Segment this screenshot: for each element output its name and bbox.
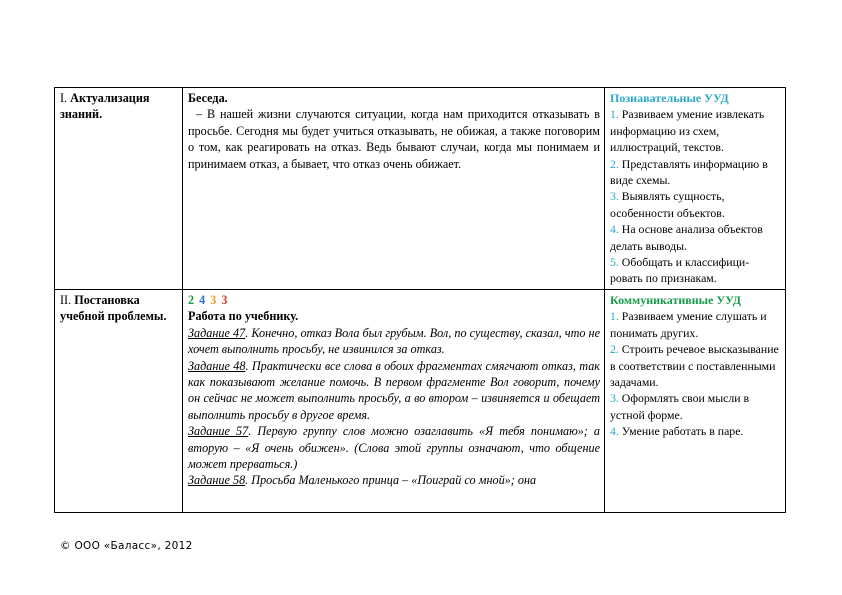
uud-item: 1. Развиваем умение извлекать информацию из схем, иллюстраций, текстов. [610, 107, 765, 155]
badge-number: 4 [199, 292, 207, 307]
difficulty-badges [188, 292, 600, 308]
task-paragraph: Задание 48. Практически все слова в обоих фрагментах смягчают отказ, так как показывают желание помочь. В первом фрагменте Вол говорит, почему он сейчас не может выполнить просьбу, а во втором – извиняется и обещает выполнить просьбу в другое время. [188, 358, 600, 422]
method-text: – В нашей жизни случаются ситуации, когда нам приходится отказывать в просьбе. Сегодня мы будет учиться отказывать, не обижая, а также поговорим о том, как реагировать на отказ. Ведь бывают случаи, когда мы понимаем и принимаем отказ, а бывает, что отказ очень обижает. [188, 107, 600, 171]
badge-number: 3 [210, 292, 218, 307]
uud-item: 2. Строить речевое высказывание в соответствии с поставленными задачами. [610, 342, 779, 389]
table-row [55, 88, 786, 290]
stage-subtitle: знаний. [60, 107, 103, 122]
uud-cell [605, 88, 786, 290]
method-cell [183, 88, 605, 290]
task-paragraph: Задание 57. Первую группу слов можно озаглавить «Я тебя понимаю»; а вторую – «Я очень обижен». (Слова этой группы означают, что общение может прерваться.) [188, 424, 600, 471]
uud-title: Познавательные УУД [610, 91, 729, 105]
copyright-footer: © ООО «Баласс», 2012 [60, 540, 193, 552]
uud-title: Коммуникативные УУД [610, 292, 742, 307]
badge-number: 3 [221, 292, 229, 307]
uud-item: 5. Обобщать и классифици-ровать по признакам. [610, 255, 750, 286]
badge-number: 2 [188, 292, 196, 307]
task-link: Задание 47 [188, 325, 246, 340]
uud-item: 1. Развиваем умение слушать и понимать других. [610, 309, 767, 340]
lesson-plan-table [54, 87, 786, 513]
method-title: Работа по учебнику. [188, 309, 299, 324]
uud-item: 4. На основе анализа объектов делать выводы. [610, 222, 763, 253]
task-link: Задание 57 [188, 424, 249, 439]
method-cell [183, 289, 605, 512]
task-link: Задание 58 [188, 473, 246, 488]
method-title: Беседа. [188, 91, 228, 105]
stage-title: I. Актуализация [60, 91, 150, 105]
stage-subtitle: учебной проблемы. [60, 309, 167, 324]
uud-cell [605, 289, 786, 512]
task-paragraph: Задание 47. Конечно, отказ Вола был грубым. Вол, по существу, сказал, что не хочет выполнить просьбу, не извинился за отказ. [188, 325, 601, 357]
stage-cell [55, 88, 183, 290]
stage-title: II. Постановка [60, 292, 140, 307]
uud-item: 3. Оформлять свои мысли в устной форме. [610, 391, 750, 422]
uud-item: 2. Представлять информацию в виде схемы. [610, 156, 768, 188]
task-paragraph: Задание 58. Просьба Маленького принца – «Поиграй со мной»; она [188, 473, 537, 488]
stage-cell [55, 289, 183, 512]
table-row [55, 289, 786, 512]
task-link: Задание 48 [188, 358, 246, 373]
uud-item: 4. Умение работать в паре. [610, 424, 744, 439]
uud-item: 3. Выявлять сущность, особенности объектов. [610, 189, 725, 220]
